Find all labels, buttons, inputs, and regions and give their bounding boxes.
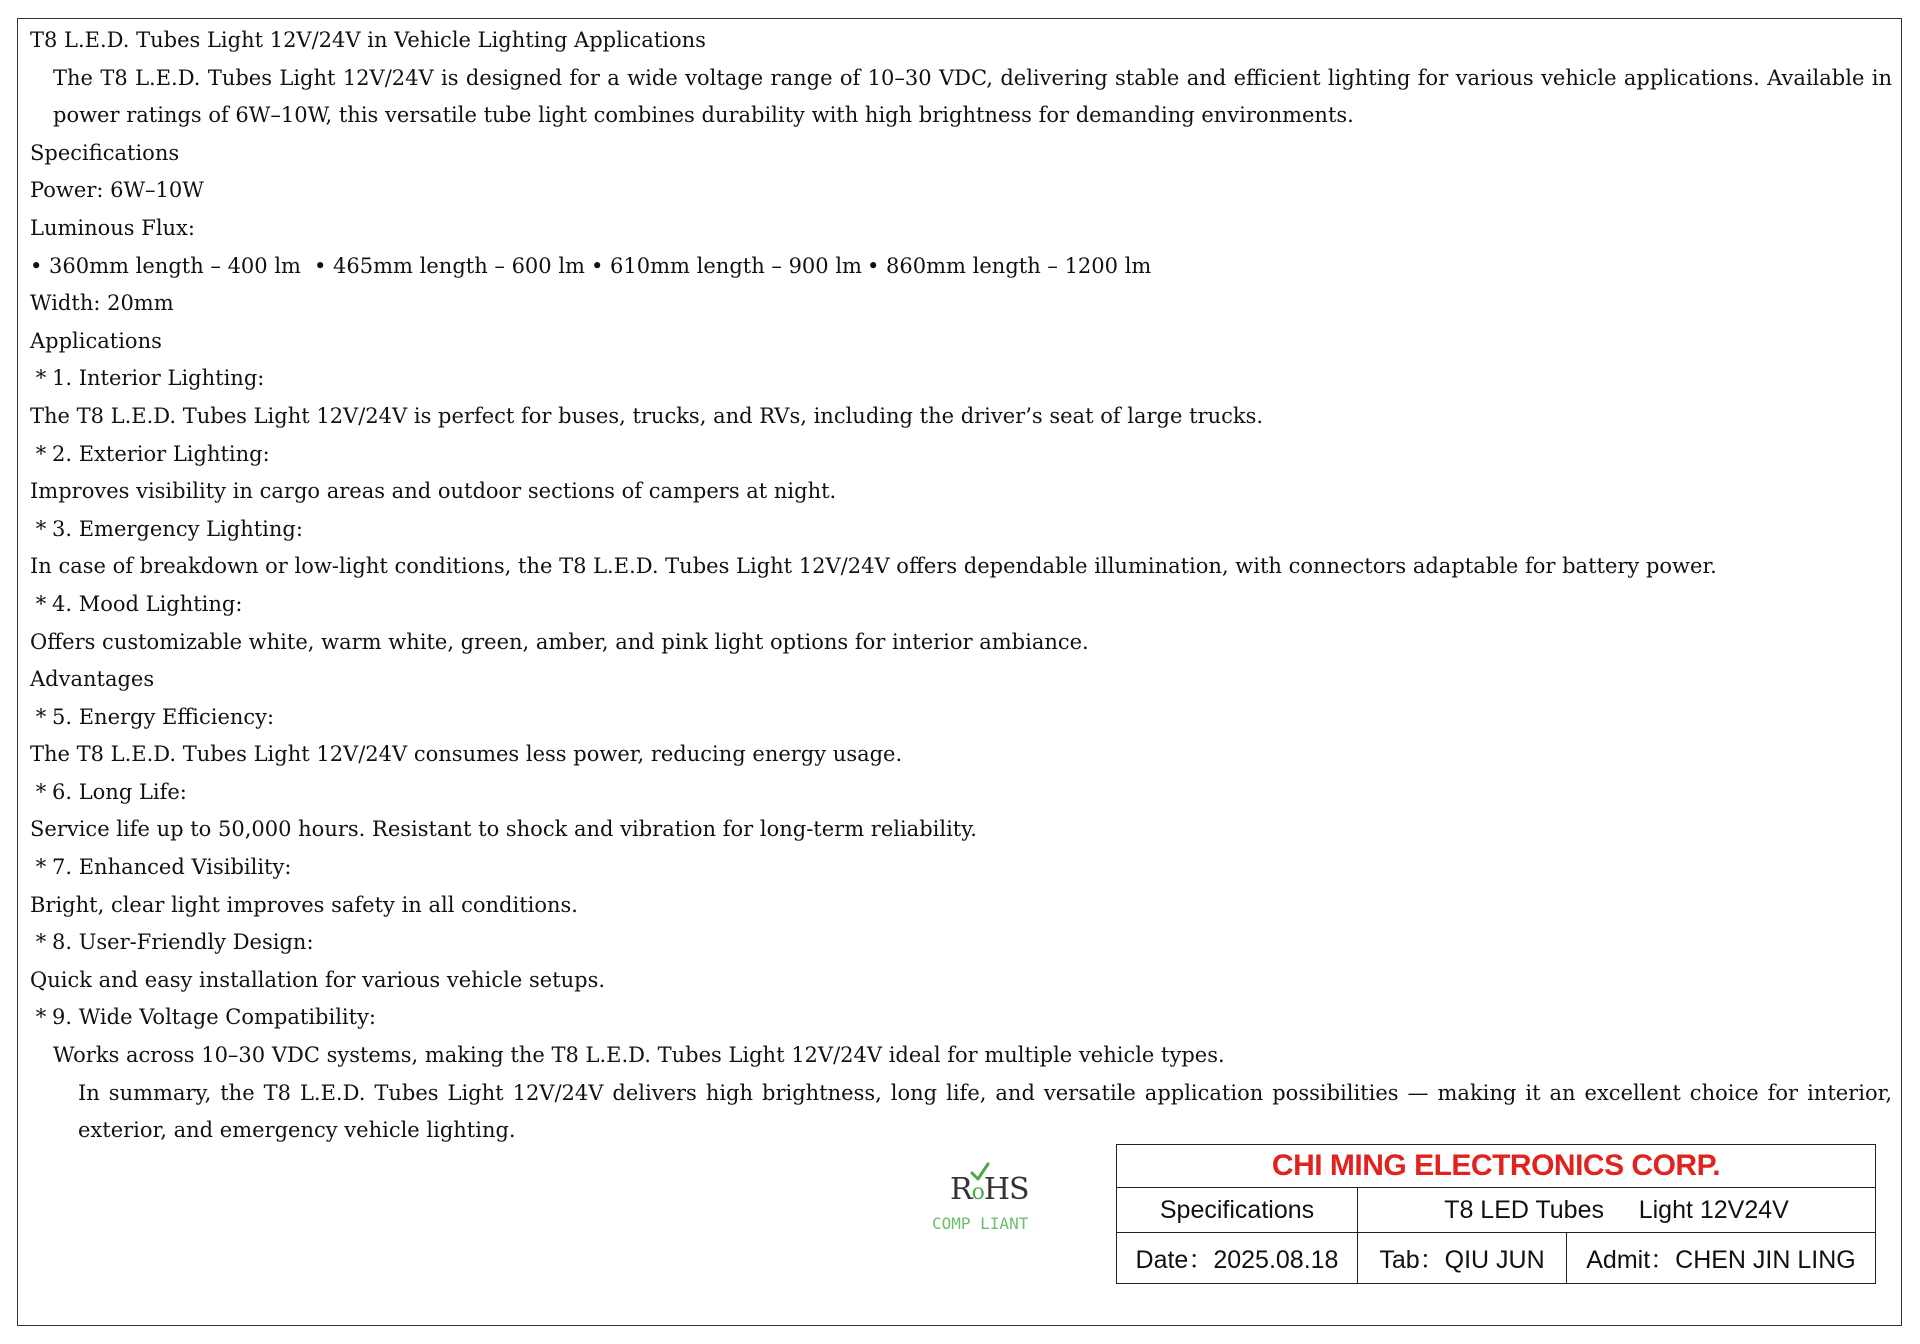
advantage-heading: * 8. User-Friendly Design: xyxy=(30,924,1892,962)
rohs-subtext: COMP LIANT xyxy=(932,1214,1029,1233)
title-block xyxy=(1116,1144,1876,1284)
summary-paragraph: In summary, the T8 L.E.D. Tubes Light 12V/24V delivers high brightness, long life, and versatile application possibilities — making it an excellent choice for interior, exterior, and emergency vehicle lighting. xyxy=(78,1080,1892,1143)
specifications-heading: Specifications xyxy=(30,140,180,165)
application-heading: * 2. Exterior Lighting: xyxy=(30,436,1892,474)
applications-heading: Applications xyxy=(30,328,162,353)
specifications-label: Specifications xyxy=(1117,1188,1358,1233)
advantage-heading: * 5. Energy Efficiency: xyxy=(30,699,1892,737)
admit-cell: Admit：CHEN JIN LING xyxy=(1567,1233,1876,1284)
date-cell: Date：2025.08.18 xyxy=(1117,1233,1358,1284)
advantage-text: The T8 L.E.D. Tubes Light 12V/24V consumes less power, reducing energy usage. xyxy=(30,742,903,767)
advantage-heading: * 6. Long Life: xyxy=(30,774,1892,812)
star-icon: * xyxy=(35,516,47,541)
intro-paragraph: The T8 L.E.D. Tubes Light 12V/24V is designed for a wide voltage range of 10–30 VDC, delivering stable and efficient lighting for various vehicle applications. Available in power ratings of 6W–10W, this versatile tube light combines durability with high brightness for demanding environments. xyxy=(53,65,1892,128)
star-icon: * xyxy=(35,591,47,616)
advantage-heading: * 7. Enhanced Visibility: xyxy=(30,849,1892,887)
advantage-text: Works across 10–30 VDC systems, making the T8 L.E.D. Tubes Light 12V/24V ideal for multiple vehicle types. xyxy=(53,1043,1225,1068)
application-text: Offers customizable white, warm white, green, amber, and pink light options for interior ambiance. xyxy=(30,629,1089,654)
flux-item: • 465mm length – 600 lm xyxy=(314,253,585,278)
application-text: In case of breakdown or low-light conditions, the T8 L.E.D. Tubes Light 12V/24V offers dependable illumination, with connectors adaptable for battery power. xyxy=(30,554,1717,579)
luminous-flux-list xyxy=(30,248,1892,286)
advantages-heading: Advantages xyxy=(30,667,155,692)
advantage-text: Bright, clear light improves safety in all conditions. xyxy=(30,892,578,917)
star-icon: * xyxy=(35,855,47,880)
application-text: Improves visibility in cargo areas and outdoor sections of campers at night. xyxy=(30,479,837,504)
flux-item: • 860mm length – 1200 lm xyxy=(867,253,1152,278)
star-icon: * xyxy=(35,704,47,729)
luminous-flux-heading: Luminous Flux: xyxy=(30,215,195,240)
application-text: The T8 L.E.D. Tubes Light 12V/24V is perfect for buses, trucks, and RVs, including the driver’s seat of large trucks. xyxy=(30,403,1264,428)
advantage-heading: * 9. Wide Voltage Compatibility: xyxy=(30,999,1892,1037)
flux-item: • 360mm length – 400 lm xyxy=(30,253,301,278)
power-spec: Power: 6W–10W xyxy=(30,178,204,203)
star-icon: * xyxy=(35,441,47,466)
document-title: T8 L.E.D. Tubes Light 12V/24V in Vehicle Lighting Applications xyxy=(30,28,706,52)
star-icon: * xyxy=(35,930,47,955)
application-heading: * 3. Emergency Lighting: xyxy=(30,511,1892,549)
star-icon: * xyxy=(35,1005,47,1030)
company-name: CHI MING ELECTRONICS CORP. xyxy=(1117,1145,1876,1188)
width-spec: Width: 20mm xyxy=(30,291,174,316)
advantage-text: Service life up to 50,000 hours. Resistant to shock and vibration for long-term reliability. xyxy=(30,817,977,842)
product-name: T8 LED Tubes Light 12V24V xyxy=(1358,1188,1876,1233)
star-icon: * xyxy=(35,366,47,391)
rohs-mark: RoHS xyxy=(950,1172,1029,1207)
application-heading: * 1. Interior Lighting: xyxy=(30,360,1892,398)
application-heading: * 4. Mood Lighting: xyxy=(30,586,1892,624)
rohs-compliant-logo xyxy=(930,1160,1040,1240)
document-body xyxy=(30,22,1892,1150)
flux-item: • 610mm length – 900 lm xyxy=(591,253,862,278)
advantage-text: Quick and easy installation for various vehicle setups. xyxy=(30,967,606,992)
tab-cell: Tab：QIU JUN xyxy=(1358,1233,1567,1284)
star-icon: * xyxy=(35,779,47,804)
